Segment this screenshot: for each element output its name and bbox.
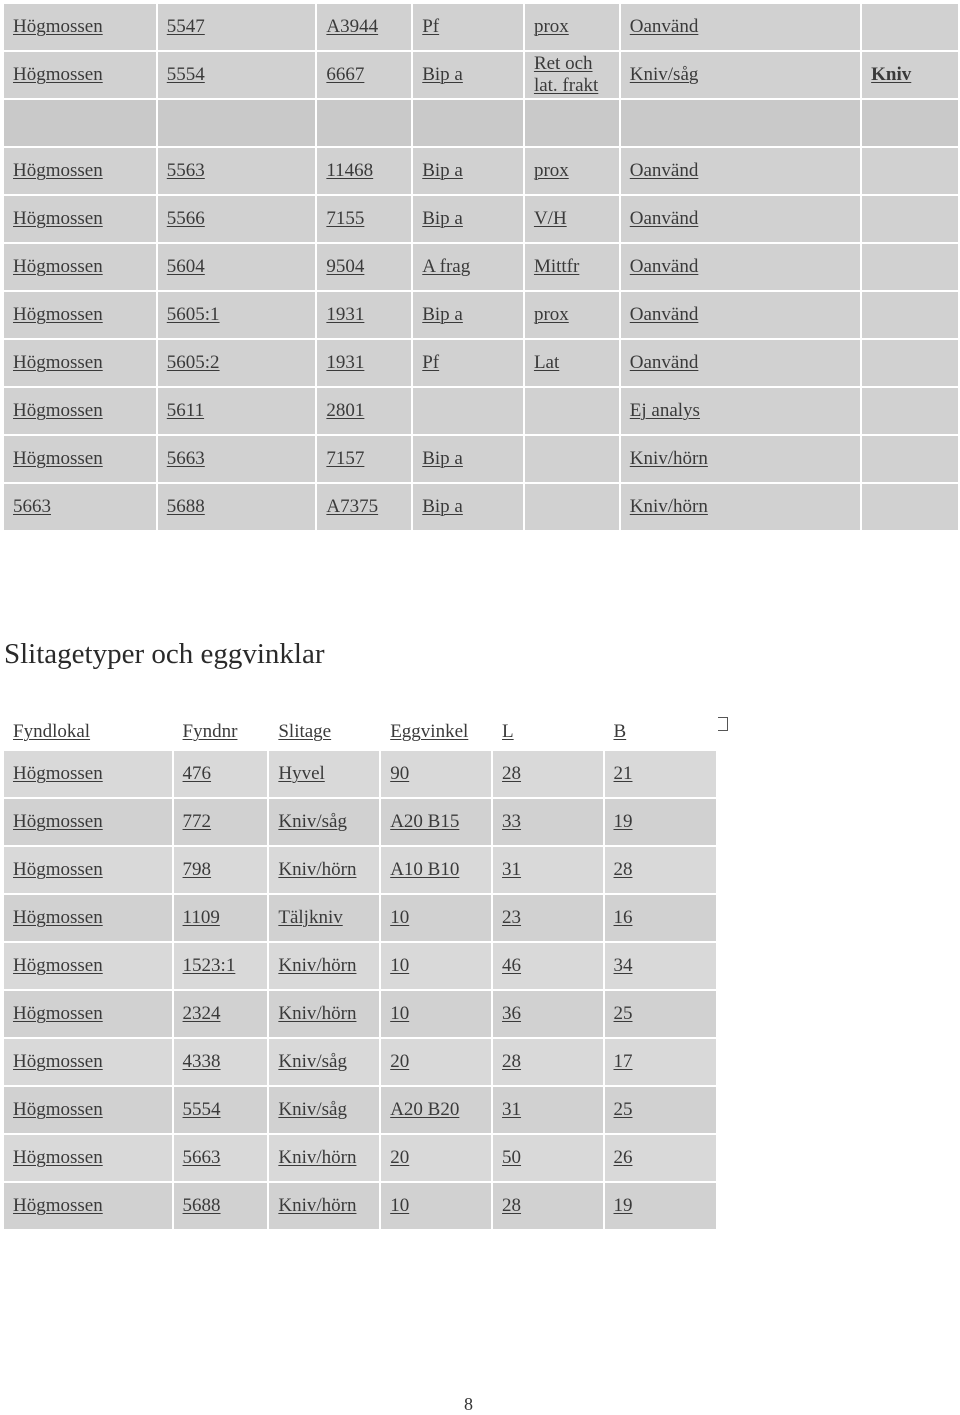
section-title: Slitagetyper och eggvinklar — [4, 638, 325, 670]
table-cell: 28 — [604, 846, 718, 894]
table-cell: 25 — [604, 1086, 718, 1134]
table-row — [3, 846, 717, 894]
page-number: 8 — [464, 1394, 473, 1414]
table-cell: 476 — [173, 750, 269, 798]
table-cell: 10 — [380, 990, 492, 1038]
table-cell: 28 — [492, 1182, 603, 1230]
table-row — [3, 1086, 717, 1134]
table-cell: Oanvänd — [620, 3, 861, 51]
table-cell — [861, 291, 959, 339]
table-cell: 4338 — [173, 1038, 269, 1086]
table-cell: 772 — [173, 798, 269, 846]
table-cell: Kniv/hörn — [268, 942, 380, 990]
table-cell: 2801 — [316, 387, 412, 435]
table-cell: 5547 — [157, 3, 317, 51]
table-cell: 7155 — [316, 195, 412, 243]
table-cell: Kniv/hörn — [268, 990, 380, 1038]
table-row — [3, 750, 717, 798]
table-cell: prox — [524, 291, 620, 339]
table-cell: 25 — [604, 990, 718, 1038]
table-cell: Kniv/såg — [268, 1086, 380, 1134]
header-cell-b: B — [604, 700, 718, 750]
table-cell: 10 — [380, 942, 492, 990]
table-cell — [524, 483, 620, 531]
table-cell: prox — [524, 147, 620, 195]
table-cell: 798 — [173, 846, 269, 894]
table-cell: Högmossen — [3, 1086, 173, 1134]
table-cell: 1931 — [316, 291, 412, 339]
table-header-row — [3, 700, 717, 750]
upper-table — [2, 2, 960, 532]
table-cell — [524, 99, 620, 147]
table-cell: Oanvänd — [620, 195, 861, 243]
table-cell: 7157 — [316, 435, 412, 483]
table-cell: 23 — [492, 894, 603, 942]
table-cell: 1109 — [173, 894, 269, 942]
table-cell — [861, 195, 959, 243]
table-cell: Högmossen — [3, 846, 173, 894]
table-cell: 5663 — [157, 435, 317, 483]
table-cell: Oanvänd — [620, 339, 861, 387]
table-cell: 10 — [380, 1182, 492, 1230]
header-cell-fyndlokal: Fyndlokal — [3, 700, 173, 750]
table-cell: 9504 — [316, 243, 412, 291]
table-cell: 36 — [492, 990, 603, 1038]
table-row — [3, 942, 717, 990]
table-row — [3, 243, 959, 291]
table-row — [3, 339, 959, 387]
table-cell: 2324 — [173, 990, 269, 1038]
table-cell — [861, 339, 959, 387]
table-cell: Täljkniv — [268, 894, 380, 942]
table-cell: A frag — [412, 243, 524, 291]
table-cell: Högmossen — [3, 291, 157, 339]
table-cell: Högmossen — [3, 3, 157, 51]
table-row — [3, 195, 959, 243]
table-cell: Kniv/såg — [268, 798, 380, 846]
table-cell: Oanvänd — [620, 291, 861, 339]
table-cell: Bip a — [412, 195, 524, 243]
table-cell: 21 — [604, 750, 718, 798]
table-cell — [861, 483, 959, 531]
table-cell: A3944 — [316, 3, 412, 51]
table-cell: A7375 — [316, 483, 412, 531]
table-cell: Kniv/såg — [268, 1038, 380, 1086]
table-cell — [620, 99, 861, 147]
table-row — [3, 99, 959, 147]
table-cell: prox — [524, 3, 620, 51]
table-cell: 5605:2 — [157, 339, 317, 387]
table-row — [3, 1038, 717, 1086]
table-cell: 20 — [380, 1134, 492, 1182]
table-cell — [412, 387, 524, 435]
wear-types-table — [2, 699, 718, 1231]
table-cell: 1523:1 — [173, 942, 269, 990]
table-cell: Högmossen — [3, 387, 157, 435]
table-cell: 17 — [604, 1038, 718, 1086]
table-cell: 5605:1 — [157, 291, 317, 339]
table-cell: 5611 — [157, 387, 317, 435]
table-cell: Kniv — [861, 51, 959, 99]
table-cell: Högmossen — [3, 1134, 173, 1182]
table-cell — [861, 147, 959, 195]
table-cell — [412, 99, 524, 147]
table-row — [3, 51, 959, 99]
table-cell: 5663 — [3, 483, 157, 531]
table-cell: Kniv/hörn — [268, 1134, 380, 1182]
table-cell: A20 B15 — [380, 798, 492, 846]
table-row — [3, 990, 717, 1038]
table-cell: Kniv/hörn — [268, 846, 380, 894]
table-cell: Bip a — [412, 483, 524, 531]
table-cell: 31 — [492, 1086, 603, 1134]
table-cell — [861, 435, 959, 483]
table-cell: Högmossen — [3, 243, 157, 291]
table-cell: A10 B10 — [380, 846, 492, 894]
table-cell: Pf — [412, 339, 524, 387]
table-cell: 10 — [380, 894, 492, 942]
table-cell: 28 — [492, 1038, 603, 1086]
table-cell: 19 — [604, 1182, 718, 1230]
table-cell: 31 — [492, 846, 603, 894]
table-cell: Oanvänd — [620, 243, 861, 291]
table-cell: Ej analys — [620, 387, 861, 435]
table-cell: A20 B20 — [380, 1086, 492, 1134]
table-row — [3, 894, 717, 942]
table-cell: 5688 — [157, 483, 317, 531]
table-cell — [861, 99, 959, 147]
table-row — [3, 3, 959, 51]
table-cell — [861, 3, 959, 51]
table-cell — [316, 99, 412, 147]
table-row — [3, 1134, 717, 1182]
table-row — [3, 147, 959, 195]
table-cell: 28 — [492, 750, 603, 798]
table-cell: 33 — [492, 798, 603, 846]
table-cell: Kniv/hörn — [620, 435, 861, 483]
table-cell: Hyvel — [268, 750, 380, 798]
table-row — [3, 291, 959, 339]
table-cell: 6667 — [316, 51, 412, 99]
table-cell: 90 — [380, 750, 492, 798]
table-cell: Högmossen — [3, 51, 157, 99]
header-cell-fyndnr: Fyndnr — [173, 700, 269, 750]
table-cell: 5554 — [157, 51, 317, 99]
table-cell: Lat — [524, 339, 620, 387]
table-cell: 1931 — [316, 339, 412, 387]
table-cell: Högmossen — [3, 894, 173, 942]
table-cell: Kniv/såg — [620, 51, 861, 99]
header-cell-slitage: Slitage — [268, 700, 380, 750]
table-cell: Bip a — [412, 147, 524, 195]
table-row — [3, 435, 959, 483]
table-cell: 20 — [380, 1038, 492, 1086]
table-cell: 19 — [604, 798, 718, 846]
table-cell: Högmossen — [3, 798, 173, 846]
table-cell: Högmossen — [3, 195, 157, 243]
table-cell: 26 — [604, 1134, 718, 1182]
table-cell: Kniv/hörn — [620, 483, 861, 531]
table-cell — [3, 99, 157, 147]
table-row — [3, 1182, 717, 1230]
table-cell — [157, 99, 317, 147]
table-cell: Högmossen — [3, 147, 157, 195]
table-cell: Mittfr — [524, 243, 620, 291]
table-cell: Högmossen — [3, 339, 157, 387]
table-cell: 34 — [604, 942, 718, 990]
table-cell: 16 — [604, 894, 718, 942]
table-cell: Högmossen — [3, 435, 157, 483]
header-cell-eggvinkel: Eggvinkel — [380, 700, 492, 750]
table-cell: 5563 — [157, 147, 317, 195]
table-cell: Högmossen — [3, 1182, 173, 1230]
table-row — [3, 387, 959, 435]
table-cell: Bip a — [412, 435, 524, 483]
table-cell: Bip a — [412, 291, 524, 339]
table-cell: Pf — [412, 3, 524, 51]
table-cell: 5663 — [173, 1134, 269, 1182]
table-cell: Högmossen — [3, 990, 173, 1038]
table-row — [3, 798, 717, 846]
header-cell-l: L — [492, 700, 603, 750]
table-cell: V/H — [524, 195, 620, 243]
table-cell: Högmossen — [3, 942, 173, 990]
table-cell — [524, 387, 620, 435]
table-cell — [861, 387, 959, 435]
table-cell: Oanvänd — [620, 147, 861, 195]
table-cell: 5688 — [173, 1182, 269, 1230]
table-cell: 5604 — [157, 243, 317, 291]
table-cell: Ret och lat. frakt — [524, 51, 620, 99]
table-cell: 46 — [492, 942, 603, 990]
table-cell: 5554 — [173, 1086, 269, 1134]
table-cell: Kniv/hörn — [268, 1182, 380, 1230]
table-cell: 11468 — [316, 147, 412, 195]
table-cell: 50 — [492, 1134, 603, 1182]
table-cell: Högmossen — [3, 1038, 173, 1086]
table-cell: Bip a — [412, 51, 524, 99]
table-row — [3, 483, 959, 531]
table-cell: Högmossen — [3, 750, 173, 798]
table-cell — [524, 435, 620, 483]
table-cell: 5566 — [157, 195, 317, 243]
table-cell — [861, 243, 959, 291]
